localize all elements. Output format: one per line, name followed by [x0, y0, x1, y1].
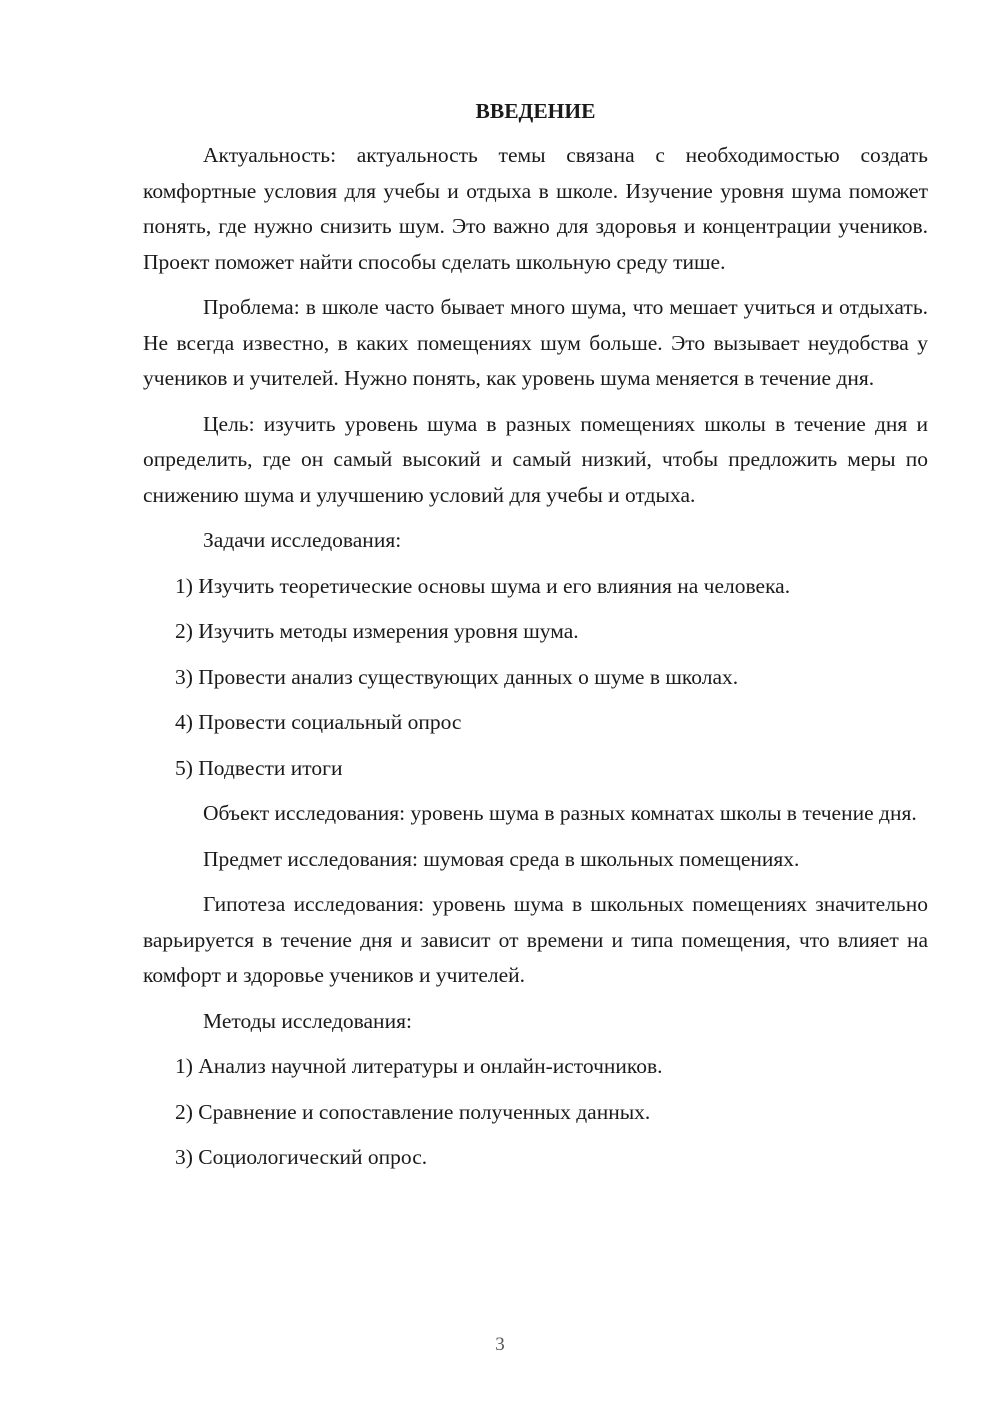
goal-paragraph: Цель: изучить уровень шума в разных помещениях школы в течение дня и определить, где он самый высокий и самый низкий, чтобы предложить меры по снижению шума и улучшению условий для учебы и отдыха. — [143, 411, 928, 507]
object-paragraph: Объект исследования: уровень шума в разных комнатах школы в течение дня. — [203, 801, 917, 825]
problem-paragraph: Проблема: в школе часто бывает много шума, что мешает учиться и отдыхать. Не всегда известно, в каких помещениях шум больше. Это вызывает неудобства у учеников и учителей. Нужно понять, как уровень шума меняется в течение дня. — [143, 295, 928, 390]
task-item: 2) Изучить методы измерения уровня шума. — [175, 619, 579, 643]
document-page — [143, 96, 928, 1186]
methods-heading: Методы исследования: — [203, 1008, 412, 1033]
task-item: 1) Изучить теоретические основы шума и его влияния на человека. — [175, 573, 791, 598]
task-item: 4) Провести социальный опрос — [175, 710, 462, 734]
method-item: 1) Анализ научной литературы и онлайн-источников. — [175, 1054, 663, 1078]
task-item: 5) Подвести итоги — [175, 755, 343, 780]
actuality-paragraph: Актуальность: актуальность темы связана с необходимостью создать комфортные условия для учебы и отдыха в школе. Изучение уровня шума поможет понять, где нужно снизить шум. Это важно для здоровья и концентрации учеников. Проект поможет найти способы сделать школьную среду тише. — [143, 143, 928, 274]
tasks-heading: Задачи исследования: — [203, 528, 402, 552]
hypothesis-paragraph: Гипотеза исследования: уровень шума в школьных помещениях значительно варьируется в течение дня и зависит от времени и типа помещения, что влияет на комфорт и здоровье учеников и учителей. — [143, 892, 928, 987]
page-title: ВВЕДЕНИЕ — [475, 99, 596, 123]
page-number: 3 — [495, 1334, 505, 1355]
method-item: 3) Социологический опрос. — [175, 1145, 428, 1169]
subject-paragraph: Предмет исследования: шумовая среда в школьных помещениях. — [203, 846, 800, 871]
task-item: 3) Провести анализ существующих данных о шуме в школах. — [175, 664, 739, 689]
method-item: 2) Сравнение и сопоставление полученных данных. — [175, 1099, 651, 1124]
